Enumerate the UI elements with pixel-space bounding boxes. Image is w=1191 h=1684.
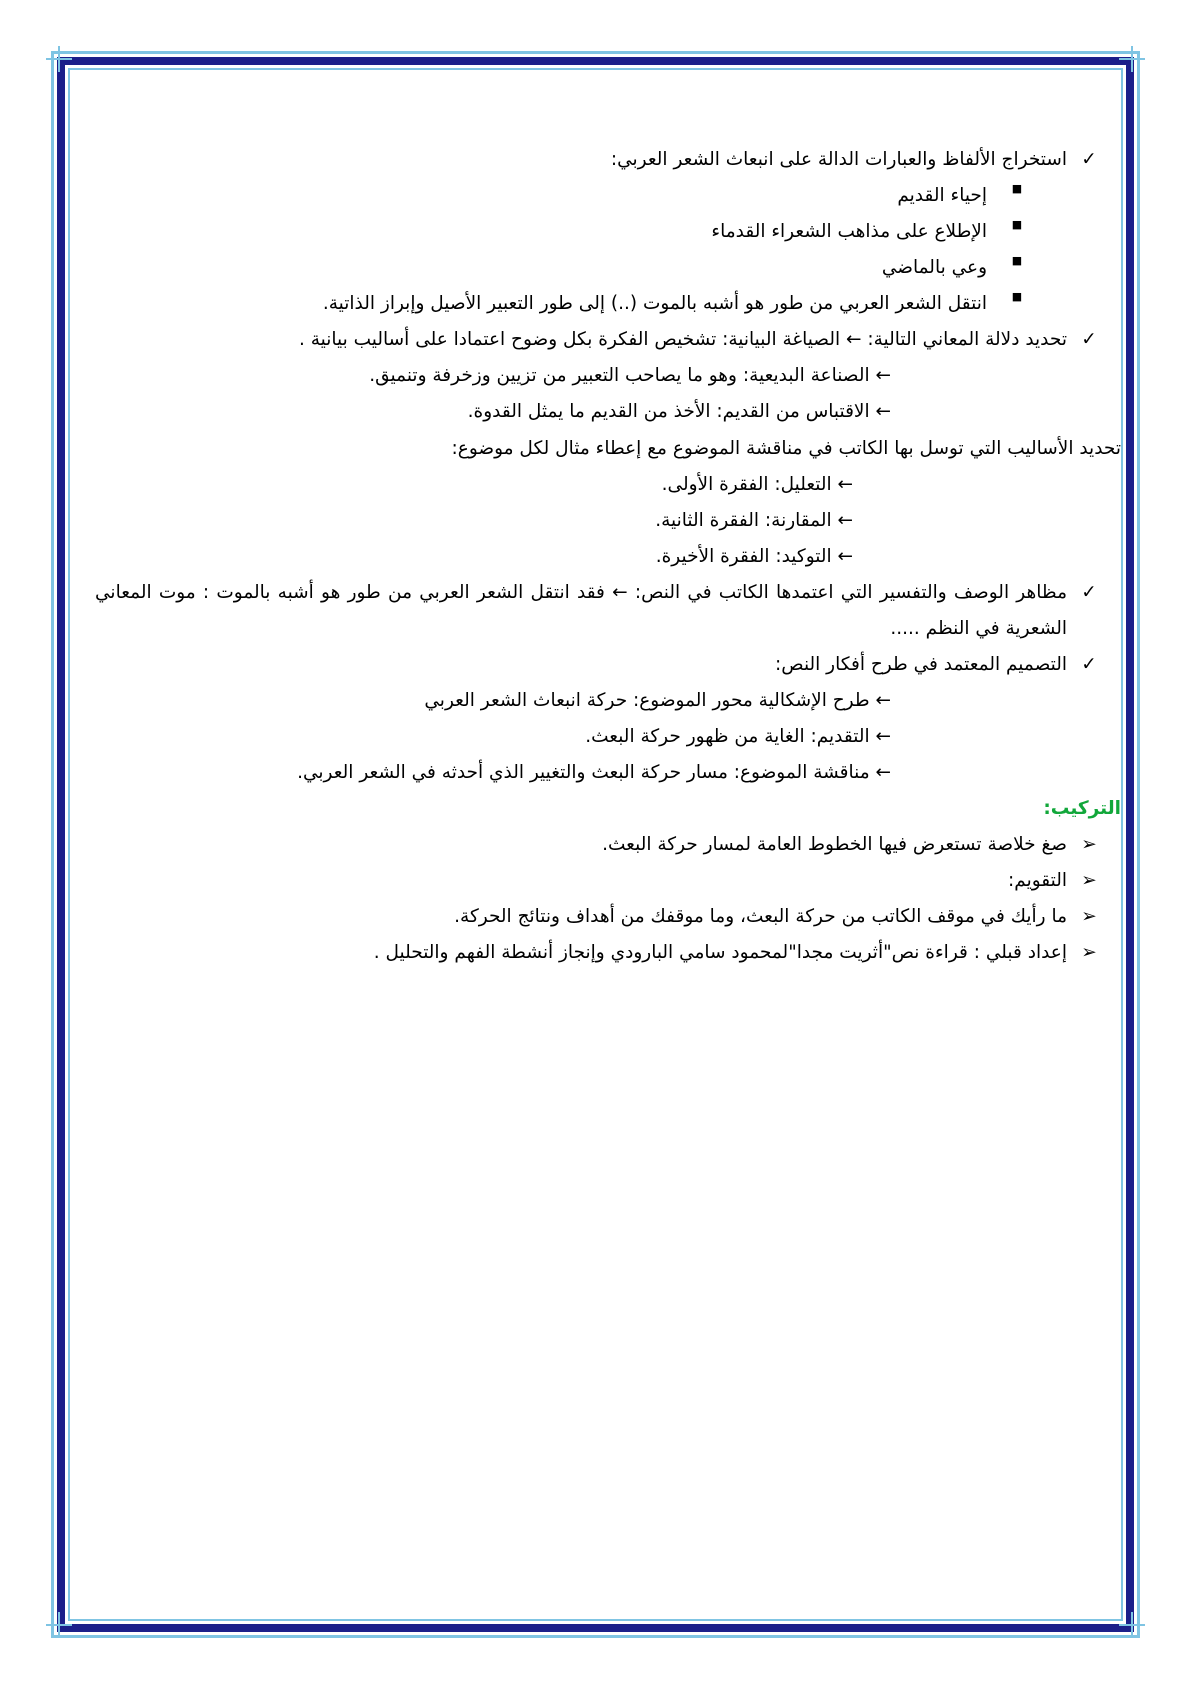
item-text: ما رأيك في موقف الكاتب من حركة البعث، وما موقفك من أهداف ونتائج الحركة. — [454, 906, 1067, 928]
document-body — [95, 142, 1121, 971]
square-bullet-icon: ■ — [1011, 218, 1023, 232]
chevron-bullet-icon: ➢ — [1081, 906, 1097, 928]
list-item — [95, 575, 1099, 647]
list-item — [95, 935, 1099, 971]
chevron-bullet-icon: ➢ — [1081, 870, 1097, 892]
list-item — [95, 214, 1099, 250]
list-item — [95, 142, 1099, 178]
list-item — [95, 286, 1099, 322]
list-item — [95, 178, 1099, 214]
arrow-line: ← الاقتباس من القديم: الأخذ من القديم ما يمثل القدوة. — [467, 401, 891, 423]
checkmark-icon: ✓ — [1081, 653, 1097, 675]
arrow-line: ← المقارنة: الفقرة الثانية. — [655, 509, 853, 531]
arrow-line: ← التوكيد: الفقرة الأخيرة. — [655, 545, 853, 567]
list-item — [95, 322, 1099, 358]
item-text: مظاهر الوصف والتفسير التي اعتمدها الكاتب في النص: ← فقد انتقل الشعر العربي من طور هو أشبه بالموت : موت المعاني الشعرية في النظم ..... — [95, 581, 1067, 639]
chevron-bullet-icon: ➢ — [1081, 834, 1097, 856]
list-item — [95, 863, 1099, 899]
item-text: صغ خلاصة تستعرض فيها الخطوط العامة لمسار حركة البعث. — [602, 834, 1067, 856]
arrow-line: ← طرح الإشكالية محور الموضوع: حركة انبعاث الشعر العربي — [424, 689, 891, 711]
item-text: وعي بالماضي — [881, 257, 987, 279]
corner-ornament — [46, 1612, 72, 1638]
item-text: انتقل الشعر العربي من طور هو أشبه بالموت (..) إلى طور التعبير الأصيل وإبراز الذاتية. — [322, 293, 987, 315]
square-bullet-icon: ■ — [1011, 290, 1023, 304]
list-item — [95, 250, 1099, 286]
corner-ornament — [1119, 1612, 1145, 1638]
section-heading: التركيب: — [1043, 798, 1121, 820]
checkmark-icon: ✓ — [1081, 149, 1097, 170]
item-text: تحديد دلالة المعاني التالية: ← الصياغة البيانية: تشخيص الفكرة بكل وضوح اعتمادا على أساليب بيانية . — [298, 329, 1067, 351]
list-item — [95, 647, 1099, 683]
corner-ornament — [1119, 46, 1145, 72]
arrow-line: ← الصناعة البديعية: وهو ما يصاحب التعبير من تزيين وزخرفة وتنميق. — [369, 365, 891, 387]
item-text: إعداد قبلي : قراءة نص"أثريت مجدا"لمحمود سامي البارودي وإنجاز أنشطة الفهم والتحليل . — [373, 942, 1067, 964]
item-text: استخراج الألفاظ والعبارات الدالة على انبعاث الشعر العربي: — [610, 149, 1067, 170]
checkmark-icon: ✓ — [1081, 581, 1097, 603]
item-text: الإطلاع على مذاهب الشعراء القدماء — [711, 221, 987, 243]
checkmark-icon: ✓ — [1081, 329, 1097, 351]
arrow-line: ← التقديم: الغاية من ظهور حركة البعث. — [585, 726, 891, 747]
list-item — [95, 899, 1099, 935]
square-bullet-icon: ■ — [1011, 254, 1023, 268]
item-text: إحياء القديم — [897, 185, 987, 207]
square-bullet-icon: ■ — [1011, 182, 1023, 196]
arrow-line: ← مناقشة الموضوع: مسار حركة البعث والتغيير الذي أحدثه في الشعر العربي. — [297, 762, 891, 784]
item-text: التصميم المعتمد في طرح أفكار النص: — [775, 653, 1067, 675]
list-item — [95, 827, 1099, 863]
arrow-line: ← التعليل: الفقرة الأولى. — [661, 473, 853, 495]
item-text: التقويم: — [1008, 870, 1067, 892]
corner-ornament — [46, 46, 72, 72]
paragraph: تحديد الأساليب التي توسل بها الكاتب في مناقشة الموضوع مع إعطاء مثال لكل موضوع: — [451, 437, 1121, 459]
chevron-bullet-icon: ➢ — [1081, 942, 1097, 964]
